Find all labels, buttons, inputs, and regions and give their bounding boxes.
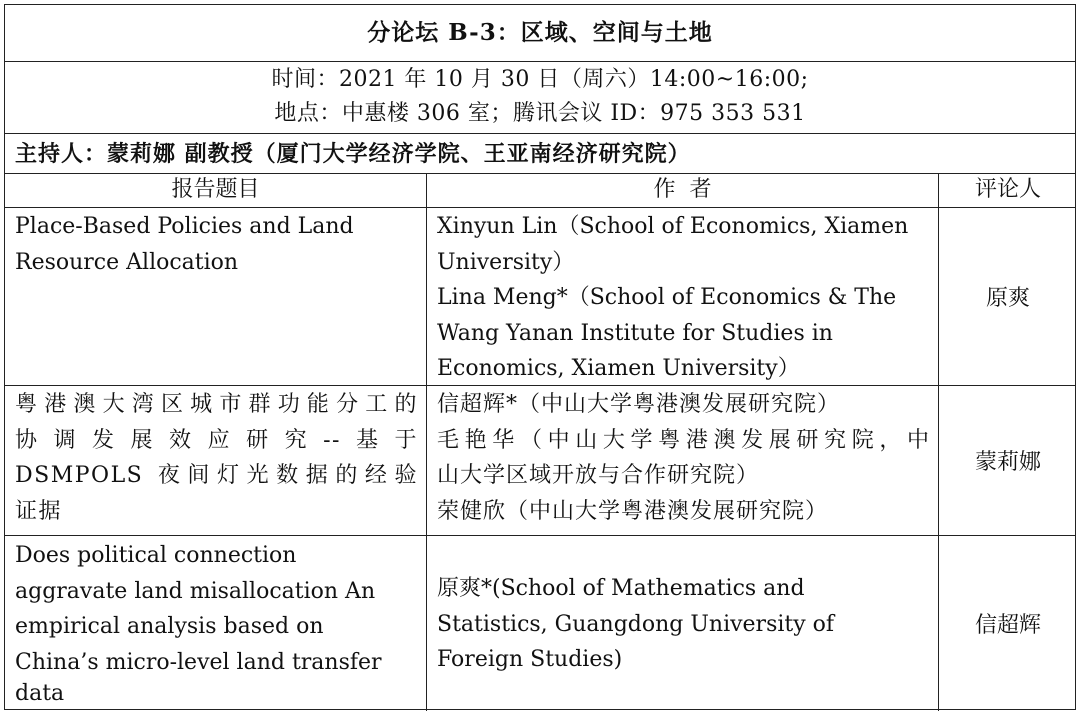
forum-schedule-table: [4, 4, 1076, 710]
author-line: 信超辉*（中山大学粤港澳发展研究院）: [437, 392, 841, 417]
forum-title: 分论坛 B-3：区域、空间与土地: [367, 19, 713, 46]
author-line: Xinyun Lin（School of Economics, Xiamen: [437, 214, 909, 239]
discussant-cell: 原爽: [938, 208, 1077, 385]
author-line: 原爽*(School of Mathematics and: [437, 576, 805, 601]
table-row: [5, 207, 1075, 385]
topic-line: Place-Based Policies and Land: [15, 214, 354, 239]
author-cell: [426, 208, 938, 385]
table-row: [5, 385, 1075, 535]
author-line: 毛艳华（中山大学粤港澳发展研究院，中: [437, 427, 930, 453]
place-line: 地点：中惠楼 306 室；腾讯会议 ID：975 353 531: [274, 101, 806, 126]
author-line: Lina Meng*（School of Economics & The: [437, 285, 897, 310]
topic-line: 证据: [15, 498, 63, 524]
author-line: Foreign Studies): [437, 647, 623, 672]
header-discussant: 评论人: [938, 174, 1077, 207]
column-header-row: [5, 173, 1075, 207]
header-topic: 报告题目: [171, 177, 260, 202]
topic-cell: [5, 386, 426, 535]
author-line: Wang Yanan Institute for Studies in: [437, 320, 833, 346]
topic-cell: [5, 208, 426, 385]
topic-cell: [5, 536, 426, 711]
discussant-cell: 蒙莉娜: [938, 386, 1077, 535]
topic-line: Resource Allocation: [15, 249, 239, 275]
topic-line: Does political connection: [15, 543, 297, 568]
topic-line: DSMPOLS 夜间灯光数据的经验: [15, 463, 418, 488]
table-row: [5, 535, 1075, 711]
author-line: 荣健欣（中山大学粤港澳发展研究院）: [437, 498, 829, 524]
author-cell: [426, 386, 938, 535]
author-line: University）: [437, 249, 575, 275]
host-line: 主持人：蒙莉娜 副教授（厦门大学经济学院、王亚南经济研究院）: [5, 133, 1075, 173]
time-line: 时间：2021 年 10 月 30 日（周六）14:00~16:00;: [5, 61, 1075, 97]
discussant-cell: 信超辉: [938, 536, 1077, 711]
author-line: Economics, Xiamen University）: [437, 356, 800, 381]
header-author: 作 者: [426, 174, 938, 207]
topic-line: empirical analysis based on: [15, 614, 324, 639]
topic-line: 协调发展效应研究--基于: [15, 427, 418, 453]
topic-line: data: [15, 681, 65, 706]
author-cell: [426, 536, 938, 711]
topic-line: 粤港澳大湾区城市群功能分工的: [15, 392, 418, 417]
author-line: 山大学区域开放与合作研究院）: [437, 463, 760, 488]
author-line: Statistics, Guangdong University of: [437, 611, 835, 637]
topic-line: China’s micro-level land transfer: [15, 649, 382, 675]
topic-line: aggravate land misallocation An: [15, 578, 376, 604]
